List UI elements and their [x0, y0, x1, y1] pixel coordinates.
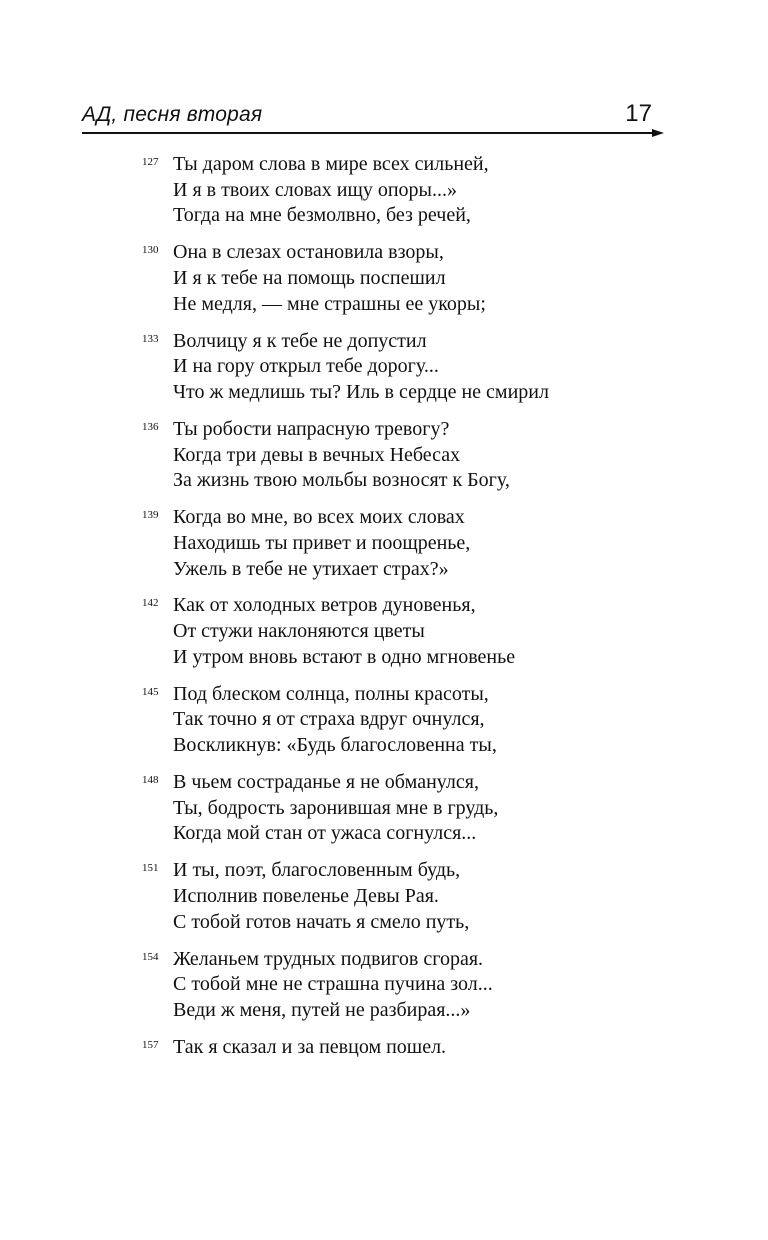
verse-line: Воскликнув: «Будь благословенна ты, [173, 734, 497, 757]
verse-line: Ты, бодрость заронившая мне в грудь, [173, 796, 499, 819]
verse [173, 682, 622, 759]
verse-line: Ужель в тебе не утихает страх?» [173, 557, 449, 580]
stanza [142, 329, 622, 406]
line-number: 145 [142, 685, 159, 698]
poem-text [142, 152, 622, 1072]
verse [173, 858, 622, 935]
header-rule [82, 132, 657, 134]
verse [173, 417, 622, 494]
verse-line: За жизнь твою мольбы возносят к Богу, [173, 469, 510, 492]
verse [173, 770, 622, 847]
line-number: 154 [142, 950, 159, 963]
verse-line: Когда мой стан от ужаса согнулся... [173, 822, 477, 845]
verse [173, 329, 622, 406]
verse-line: И утром вновь встают в одно мгновенье [173, 645, 516, 668]
header-rule-end [652, 129, 664, 137]
line-number: 133 [142, 332, 159, 345]
verse [173, 240, 622, 317]
stanza [142, 947, 622, 1024]
verse [173, 505, 622, 582]
verse [173, 1035, 622, 1061]
verse-line: Находишь ты привет и поощренье, [173, 531, 471, 554]
line-number: 151 [142, 862, 159, 875]
verse-line: В чьем состраданье я не обманулся, [173, 771, 479, 794]
line-number: 136 [142, 420, 159, 433]
verse-line: Она в слезах остановила взоры, [173, 241, 444, 264]
verse-line: Ты робости напрасную тревогу? [173, 417, 450, 440]
stanza [142, 770, 622, 847]
verse-line: Так я сказал и за певцом пошел. [173, 1035, 447, 1058]
verse-line: С тобой готов начать я смело путь, [173, 910, 470, 933]
line-number: 148 [142, 774, 159, 787]
verse-line: Веди ж меня, путей не разбирая...» [173, 999, 471, 1022]
running-head [82, 100, 664, 133]
line-number: 130 [142, 244, 159, 257]
verse-line: Когда три девы в вечных Небесах [173, 443, 461, 466]
verse-line: И на гору открыл тебе дорогу... [173, 355, 439, 378]
verse-line: Исполнив повеленье Девы Рая. [173, 885, 439, 908]
verse-line: Как от холодных ветров дуновенья, [173, 594, 476, 617]
verse-line: Желаньем трудных подвигов сгорая. [173, 947, 484, 970]
verse-line: Когда во мне, во всех моих словах [173, 506, 465, 529]
verse-line: Так точно я от страха вдруг очнулся, [173, 708, 485, 731]
stanza [142, 1035, 622, 1061]
verse [173, 947, 622, 1024]
verse [173, 593, 622, 670]
page-number: 17 [625, 100, 652, 127]
verse-line: Тогда на мне безмолвно, без речей, [173, 204, 471, 227]
line-number: 142 [142, 597, 159, 610]
verse-line: От стужи наклоняются цветы [173, 620, 425, 643]
verse-line: Под блеском солнца, полны красоты, [173, 682, 489, 705]
verse-line: И я к тебе на помощь поспешил [173, 267, 446, 289]
verse-line: Волчицу я к тебе не допустил [173, 329, 427, 352]
line-number: 139 [142, 509, 159, 522]
verse-line: С тобой мне не страшна пучина зол... [173, 973, 493, 996]
stanza [142, 593, 622, 670]
verse-line: Ты даром слова в мире всех сильней, [173, 153, 489, 175]
line-number: 127 [142, 156, 159, 168]
verse-line: И я в твоих словах ищу опоры...» [173, 178, 457, 201]
verse-line: Что ж медлишь ты? Иль в сердце не смирил [173, 381, 549, 403]
stanza [142, 505, 622, 582]
stanza [142, 152, 622, 229]
stanza [142, 858, 622, 935]
verse-line: И ты, поэт, благословенным будь, [173, 859, 461, 882]
running-title: АД, песня вторая [82, 103, 263, 126]
stanza [142, 240, 622, 317]
verse [173, 152, 622, 229]
verse-line: Не медля, — мне страшны ее укоры; [173, 292, 486, 315]
stanza [142, 417, 622, 494]
line-number: 157 [142, 1038, 159, 1051]
stanza [142, 682, 622, 759]
